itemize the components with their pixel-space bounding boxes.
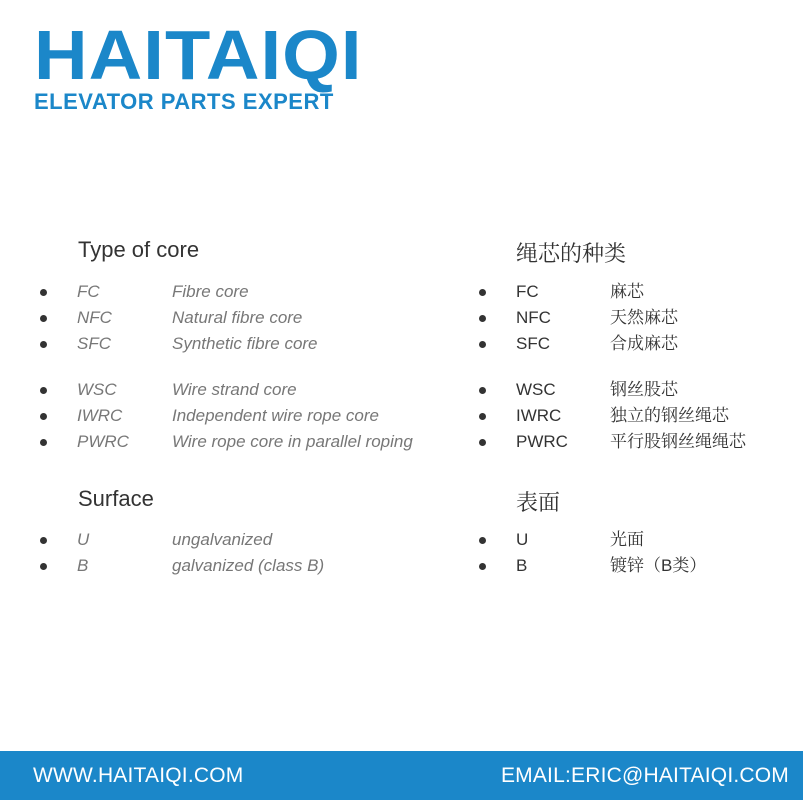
item-desc: Fibre core <box>172 282 249 301</box>
surface-title-en: Surface <box>78 486 154 511</box>
brand-logo <box>34 16 363 115</box>
bullet-icon <box>40 341 47 348</box>
item-desc: 钢丝股芯 <box>610 380 678 399</box>
bullet-icon <box>479 341 486 348</box>
item-code: IWRC <box>516 406 562 425</box>
item-desc: 独立的钢丝绳芯 <box>610 406 729 425</box>
core-type-title-en: Type of core <box>78 237 200 262</box>
brand-name: HAITAIQI <box>34 16 363 94</box>
bullet-icon <box>40 289 47 296</box>
bullet-icon <box>479 563 486 570</box>
item-code: SFC <box>516 334 550 353</box>
item-code: IWRC <box>77 406 123 425</box>
bullet-icon <box>40 563 47 570</box>
item-code: WSC <box>77 380 117 399</box>
bullet-icon <box>479 387 486 394</box>
bullet-icon <box>479 315 486 322</box>
item-desc: 镀锌（B类） <box>610 556 707 575</box>
bullet-icon <box>479 413 486 420</box>
item-code: WSC <box>516 380 556 399</box>
item-code: NFC <box>77 308 112 327</box>
item-desc: ungalvanized <box>172 530 273 549</box>
bullet-icon <box>479 289 486 296</box>
item-desc: galvanized (class B) <box>172 556 325 575</box>
item-code: NFC <box>516 308 551 327</box>
item-code: B <box>516 556 528 575</box>
item-desc: 合成麻芯 <box>610 334 678 353</box>
bullet-icon <box>40 537 47 544</box>
item-desc: 天然麻芯 <box>610 308 678 327</box>
website-link[interactable]: WWW.HAITAIQI.COM <box>33 764 244 787</box>
item-desc: 光面 <box>610 530 644 549</box>
item-desc: Independent wire rope core <box>172 406 379 425</box>
item-desc: Natural fibre core <box>172 308 303 327</box>
item-code: PWRC <box>516 432 568 451</box>
footer-bar <box>0 751 803 800</box>
item-code: FC <box>516 282 539 301</box>
item-desc: Wire rope core in parallel roping <box>172 432 413 451</box>
bullet-icon <box>40 315 47 322</box>
bullet-icon <box>40 439 47 446</box>
bullet-icon <box>479 537 486 544</box>
surface-title-cn: 表面 <box>516 490 561 515</box>
item-code: PWRC <box>77 432 129 451</box>
bullet-icon <box>40 387 47 394</box>
brand-tagline: ELEVATOR PARTS EXPERT <box>34 89 334 114</box>
email-link[interactable]: EMAIL:ERIC@HAITAIQI.COM <box>500 764 789 787</box>
item-desc: 麻芯 <box>610 282 644 301</box>
bullet-icon <box>40 413 47 420</box>
item-code: B <box>77 556 89 575</box>
item-code: U <box>516 530 529 549</box>
core-type-title-cn: 绳芯的种类 <box>516 241 627 266</box>
item-code: U <box>77 530 90 549</box>
item-code: SFC <box>77 334 111 353</box>
item-code: FC <box>77 282 100 301</box>
item-desc: 平行股钢丝绳绳芯 <box>610 432 746 451</box>
item-desc: Wire strand core <box>172 380 297 399</box>
item-desc: Synthetic fibre core <box>172 334 318 353</box>
bullet-icon <box>479 439 486 446</box>
